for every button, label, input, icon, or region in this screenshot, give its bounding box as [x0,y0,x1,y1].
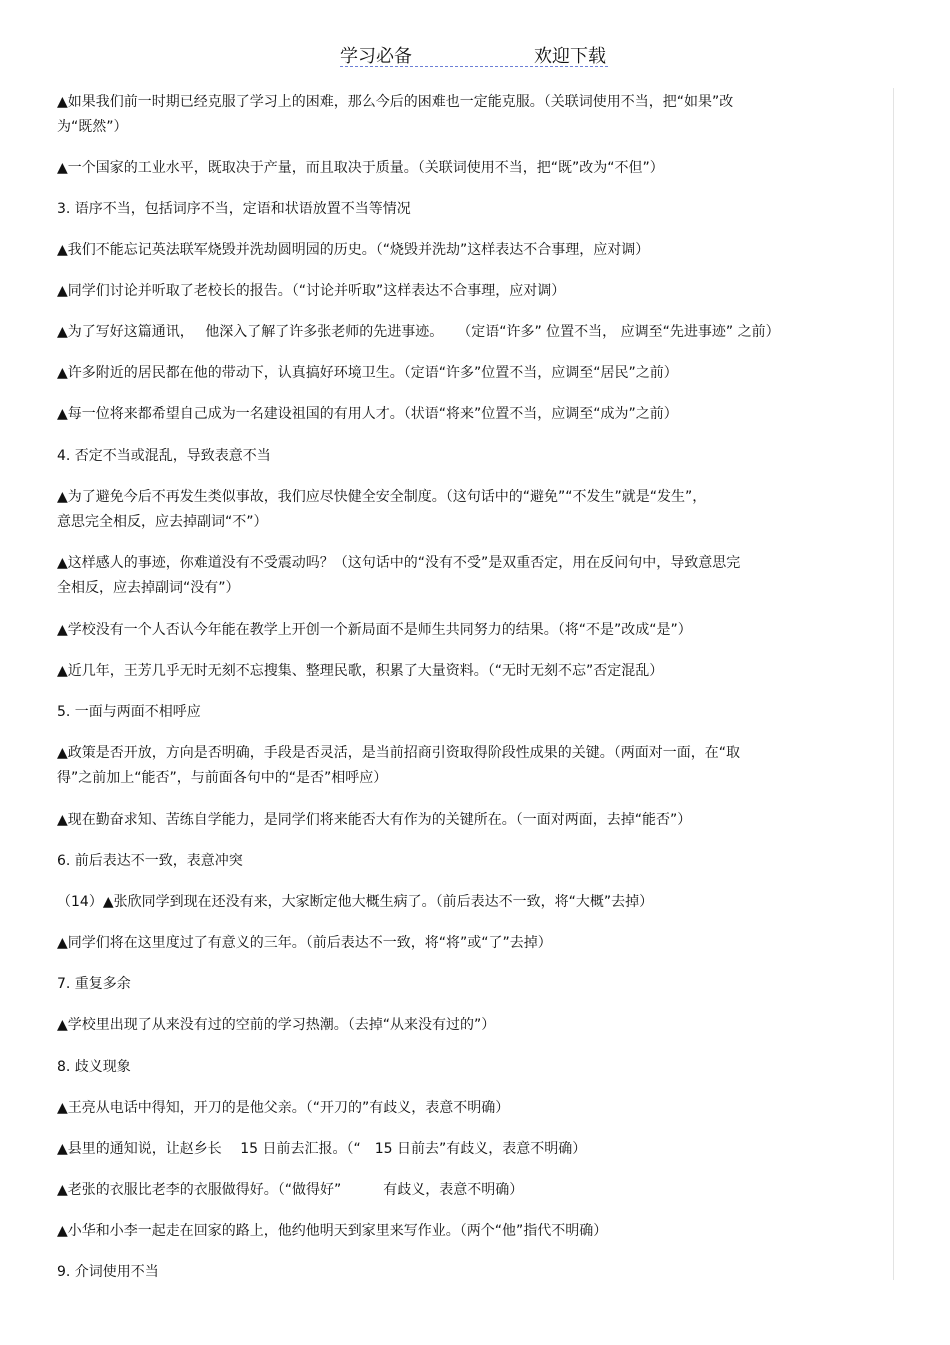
section-heading: 9. 介词使用不当 [57,1264,159,1280]
text-line: ▲现在勤奋求知、苦练自学能力，是同学们将来能否大有作为的关键所在。（一面对两面，去掉“能否”） [57,812,692,828]
text-line: ▲学校里出现了从来没有过的空前的学习热潮。（去掉“从来没有过的”） [57,1017,496,1033]
section-heading: 8. 歧义现象 [57,1059,131,1075]
header-left-text: 学习必备 [340,46,412,67]
text-line: ▲学校没有一个人否认今年能在教学上开创一个新局面不是师生共同努力的结果。（将“不是”改成“是”） [57,622,692,638]
text-line: （14）▲张欣同学到现在还没有来，大家断定他大概生病了。（前后表达不一致，将“大概”去掉） [57,894,654,910]
section-heading: 7. 重复多余 [57,976,131,992]
section-heading: 6. 前后表达不一致，表意冲突 [57,853,243,869]
text-line: ▲同学们将在这里度过了有意义的三年。（前后表达不一致，将“将”或“了”去掉） [57,935,552,951]
text-line: ▲这样感人的事迹，你难道没有不受震动吗？（这句话中的“没有不受”是双重否定，用在反问句中，导致意思完 [57,555,741,571]
text-line: ▲王亮从电话中得知，开刀的是他父亲。（“开刀的”有歧义，表意不明确） [57,1100,510,1116]
text-line: ▲同学们讨论并听取了老校长的报告。（“讨论并听取”这样表达不合事理，应对调） [57,283,566,299]
text-line: 意思完全相反，应去掉副词“不”） [57,514,268,530]
text-line: 为“既然”） [57,119,128,135]
section-heading: 3. 语序不当，包括词序不当，定语和状语放置不当等情况 [57,201,411,217]
header-right-text: 欢迎下载 [534,46,606,67]
text-line: ▲老张的衣服比老李的衣服做得好。（“做得好” 有歧义，表意不明确） [57,1182,524,1198]
text-line: ▲政策是否开放，方向是否明确，手段是否灵活，是当前招商引资取得阶段性成果的关键。（两面对一面，在“取 [57,745,741,761]
text-line: ▲近几年，王芳几乎无时无刻不忘搜集、整理民歌，积累了大量资料。（“无时无刻不忘”否定混乱） [57,663,664,679]
text-line: ▲县里的通知说，让赵乡长 15 日前去汇报。（“ 15 日前去”有歧义，表意不明确） [57,1141,587,1157]
text-line: ▲为了避免今后不再发生类似事故，我们应尽快健全安全制度。（这句话中的“避免”“不发生”就是“发生”， [57,489,707,505]
text-line: 得”之前加上“能否”，与前面各句中的“是否”相呼应） [57,770,388,786]
text-line: ▲小华和小李一起走在回家的路上，他约他明天到家里来写作业。（两个“他”指代不明确） [57,1223,608,1239]
section-heading: 5. 一面与两面不相呼应 [57,704,201,720]
text-line: ▲为了写好这篇通讯， 他深入了解了许多张老师的先进事迹。 （定语“许多” 位置不当， 应调至“先进事迹” 之前） [57,324,780,340]
right-margin-rule [893,88,894,1280]
page-header [340,42,608,67]
text-line: ▲如果我们前一时期已经克服了学习上的困难，那么今后的困难也一定能克服。（关联词使用不当，把“如果”改 [57,94,734,110]
text-line: ▲每一位将来都希望自己成为一名建设祖国的有用人才。（状语“将来”位置不当，应调至“成为”之前） [57,406,678,422]
section-heading: 4. 否定不当或混乱，导致表意不当 [57,448,271,464]
text-line: ▲我们不能忘记英法联军烧毁并洗劫圆明园的历史。（“烧毁并洗劫”这样表达不合事理，应对调） [57,242,650,258]
text-line: 全相反，应去掉副词“没有”） [57,580,240,596]
text-line: ▲一个国家的工业水平，既取决于产量，而且取决于质量。（关联词使用不当，把“既”改为“不但”） [57,160,664,176]
text-line: ▲许多附近的居民都在他的带动下，认真搞好环境卫生。（定语“许多”位置不当，应调至“居民”之前） [57,365,678,381]
